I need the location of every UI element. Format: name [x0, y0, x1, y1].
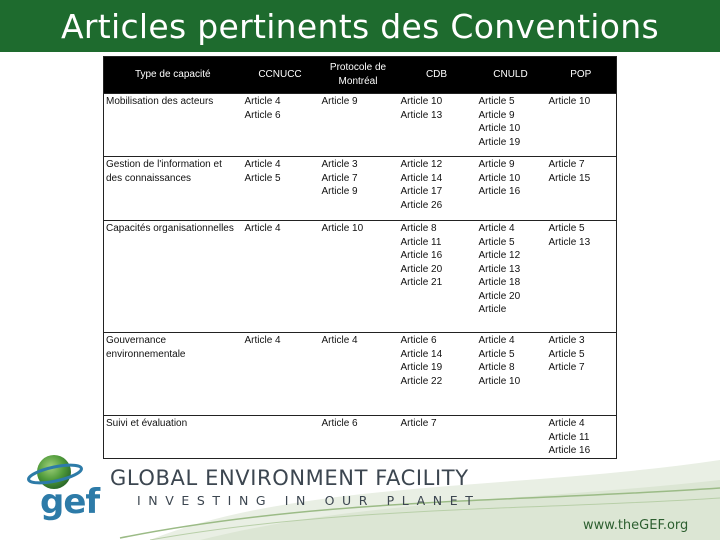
- table-row: [104, 221, 617, 333]
- ccnucc-cell: [242, 333, 319, 416]
- article-ref: Article 16: [548, 445, 591, 456]
- article-ref: Article 6: [321, 418, 358, 429]
- article-ref: Article 10: [478, 172, 521, 184]
- ccnucc-cell: [242, 94, 319, 157]
- article-ref: Article 3: [548, 335, 585, 346]
- article-ref: Article 5: [478, 96, 515, 107]
- article-ref: Article 8: [400, 223, 437, 234]
- capacity-type-cell: Suivi et évaluation: [104, 416, 242, 459]
- article-ref: Article 7: [400, 418, 437, 429]
- header-pop: POP: [546, 57, 617, 94]
- header-ccnucc: CCNUCC: [242, 57, 319, 94]
- article-ref: Article 5: [548, 223, 585, 234]
- pop-cell: [546, 94, 617, 157]
- article-ref: Article 4: [244, 159, 281, 170]
- cdb-cell: [398, 333, 476, 416]
- article-ref: Article 7: [548, 362, 585, 373]
- table-row: [104, 94, 617, 157]
- article-ref: Article 3: [321, 159, 358, 170]
- table-row: [104, 333, 617, 416]
- article-ref: Article 14: [400, 348, 443, 360]
- conventions-table: [103, 56, 617, 459]
- header-cdb: CDB: [398, 57, 476, 94]
- article-ref: Article 9: [321, 186, 358, 197]
- article-ref: Article 13: [478, 263, 521, 275]
- article-ref: Article 26: [400, 199, 443, 211]
- capacity-type-cell: Gestion de l'information et des connaissances: [104, 157, 242, 221]
- article-ref: Article 5: [548, 348, 585, 360]
- article-ref: Article 6: [400, 335, 437, 346]
- article-ref: Article 5: [478, 348, 515, 360]
- pop-cell: [546, 157, 617, 221]
- article-ref: Article 18: [478, 277, 521, 288]
- article-ref: Article 4: [321, 335, 358, 346]
- article-ref: Article 21: [400, 277, 443, 288]
- cnuld-cell: [476, 333, 546, 416]
- article-ref: Article 10: [478, 123, 521, 134]
- article-ref: Article 22: [400, 375, 443, 387]
- article-ref: Article 9: [321, 96, 358, 107]
- protocole-montreal-cell: [319, 333, 398, 416]
- header-type-capacite: Type de capacité: [104, 57, 242, 94]
- article-ref: Article 19: [478, 136, 521, 148]
- article-ref: Article 4: [244, 335, 281, 346]
- cnuld-cell: [476, 157, 546, 221]
- org-tagline: INVESTING IN OUR PLANET: [137, 493, 481, 508]
- article-ref: Article 11: [548, 431, 590, 443]
- article-ref: Article 4: [478, 223, 515, 234]
- article-ref: Article 19: [400, 362, 443, 373]
- article-ref: Article 10: [548, 96, 591, 107]
- article-ref: Article 16: [478, 186, 521, 197]
- article-ref: Article 20: [478, 290, 521, 302]
- cnuld-cell: [476, 221, 546, 333]
- org-name: GLOBAL ENVIRONMENT FACILITY: [110, 466, 469, 490]
- article-ref: Article 12: [400, 159, 443, 170]
- article-ref: Article 9: [478, 109, 515, 121]
- article-ref: Article 13: [400, 109, 443, 121]
- article-ref: Article 5: [478, 236, 515, 248]
- article-ref: Article 14: [400, 172, 443, 184]
- table-header-row: [104, 57, 617, 94]
- table-row: [104, 157, 617, 221]
- article-ref: Article 10: [321, 223, 364, 234]
- cdb-cell: [398, 221, 476, 333]
- article-ref: Article 13: [548, 236, 591, 248]
- cdb-cell: [398, 157, 476, 221]
- header-cnuld: CNULD: [476, 57, 546, 94]
- article-ref: Article 7: [321, 172, 358, 184]
- article-ref: Article 6: [244, 109, 281, 121]
- article-ref: Article 7: [548, 159, 585, 170]
- slide-title: Articles pertinents des Conventions: [61, 6, 659, 46]
- capacity-type-cell: Gouvernance environnementale: [104, 333, 242, 416]
- article-ref: Article 8: [478, 362, 515, 373]
- article-ref: Article 5: [244, 172, 281, 184]
- article-ref: Article 9: [478, 159, 515, 170]
- ccnucc-cell: [242, 157, 319, 221]
- header-protocole-montreal: Protocole de Montréal: [319, 57, 398, 94]
- article-ref: Article 4: [244, 96, 281, 107]
- capacity-type-cell: Capacités organisationnelles: [104, 221, 242, 333]
- cnuld-cell: [476, 94, 546, 157]
- article-ref: Article 12: [478, 250, 521, 261]
- article-ref: Article 16: [400, 250, 443, 261]
- title-bar: [0, 0, 720, 52]
- article-ref: Article 4: [548, 418, 585, 429]
- article-ref: Article 10: [478, 375, 521, 387]
- protocole-montreal-cell: [319, 221, 398, 333]
- protocole-montreal-cell: [319, 94, 398, 157]
- article-ref: Article 10: [400, 96, 443, 107]
- gef-url-link[interactable]: www.theGEF.org: [583, 518, 689, 533]
- article-ref: Article 20: [400, 263, 443, 275]
- article-ref: Article 11: [400, 236, 442, 248]
- article-ref: Article 15: [548, 172, 591, 184]
- protocole-montreal-cell: [319, 157, 398, 221]
- article-ref: Article 17: [400, 186, 443, 197]
- capacity-type-cell: Mobilisation des acteurs: [104, 94, 242, 157]
- article-ref: Article 4: [478, 335, 515, 346]
- ccnucc-cell: [242, 221, 319, 333]
- article-ref: Article: [478, 304, 507, 315]
- pop-cell: [546, 333, 617, 416]
- cdb-cell: [398, 94, 476, 157]
- article-ref: Article 4: [244, 223, 281, 234]
- pop-cell: [546, 221, 617, 333]
- gef-logo-text: gef: [40, 482, 100, 522]
